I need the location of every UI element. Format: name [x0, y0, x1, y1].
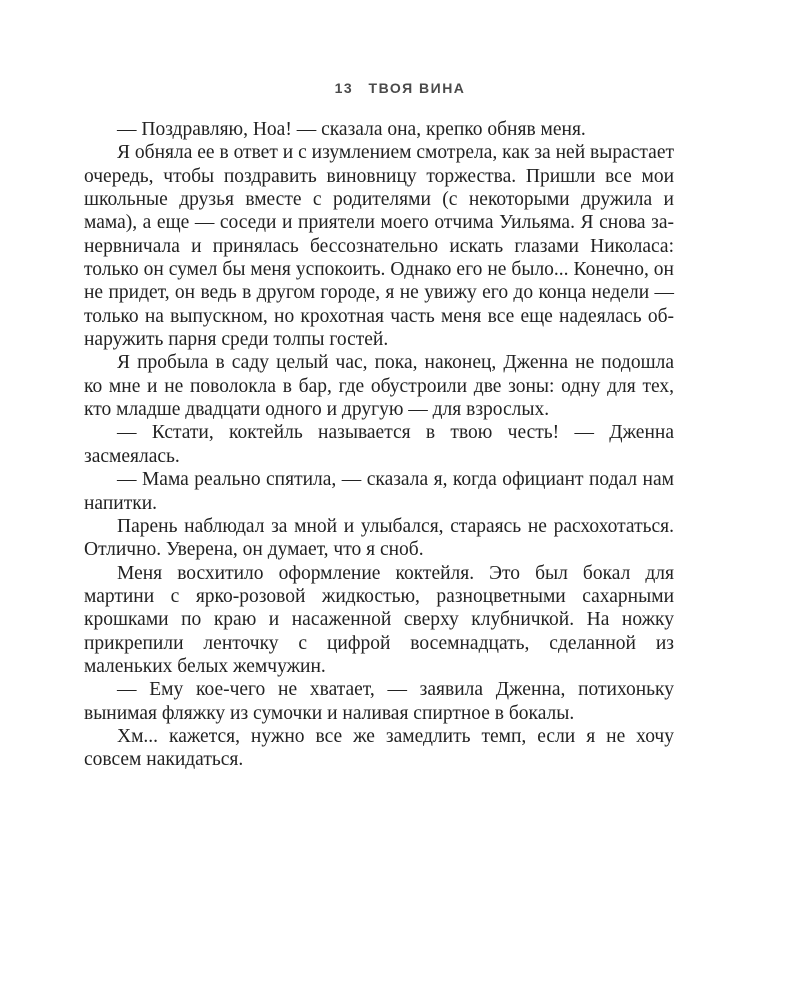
paragraph: Хм... кажется, нужно все же замедлить темп, если я не хочу совсем накидаться. — [84, 725, 674, 771]
paragraph: Я пробыла в саду целый час, пока, наконец, Дженна не подошла ко мне и не поволокла в бар, где обустроили две зоны: одну для тех, кто младше двадцати одного и другую — для взрослых. — [84, 352, 674, 421]
book-title: ТВОЯ ВИНА — [368, 80, 466, 96]
paragraph: — Кстати, коктейль называется в твою честь! — Дженна засмеялась. — [84, 422, 674, 467]
paragraph: Я обняла ее в ответ и с изумлением смотрела, как за ней вырастает очередь, чтобы поздравить виновницу торжества. Пришли все мои школьные друзья вместе с родителями (с некоторыми дружила и мама), а еще — соседи и приятели моего отчима Уильяма. Я снова занервничала и принялась бессознательно искать глазами Николаса: только он сумел бы меня успокоить. Однако его не было... Конечно, он не придет, он ведь в другом городе, я не увижу его до конца недели — только на выпускном, но крохотная часть меня все еще надеялась обнаружить парня среди толпы гостей. — [84, 142, 674, 351]
paragraph: Парень наблюдал за мной и улыбался, стараясь не расхохотаться. Отлично. Уверена, он думает, что я сноб. — [84, 515, 674, 561]
body-text — [84, 118, 674, 772]
running-header — [0, 80, 800, 96]
paragraph: — Ему кое-чего не хватает, — заявила Дженна, потихоньку вынимая фляжку из сумочки и наливая спиртное в бокалы. — [84, 679, 674, 724]
paragraph: Меня восхитило оформление коктейля. Это был бокал для мартини с ярко-розовой жидкостью, разноцветными сахарными крошками по краю и насаженной сверху клубничкой. На ножку прикрепили ленточку с цифрой восемнадцать, сделанной из маленьких белых жемчужин. — [84, 562, 674, 677]
page-number: 13 — [334, 80, 354, 96]
paragraph: — Поздравляю, Ноа! — сказала она, крепко обняв меня. — [117, 119, 586, 140]
paragraph: — Мама реально спятила, — сказала я, когда официант подал нам напитки. — [84, 469, 674, 514]
